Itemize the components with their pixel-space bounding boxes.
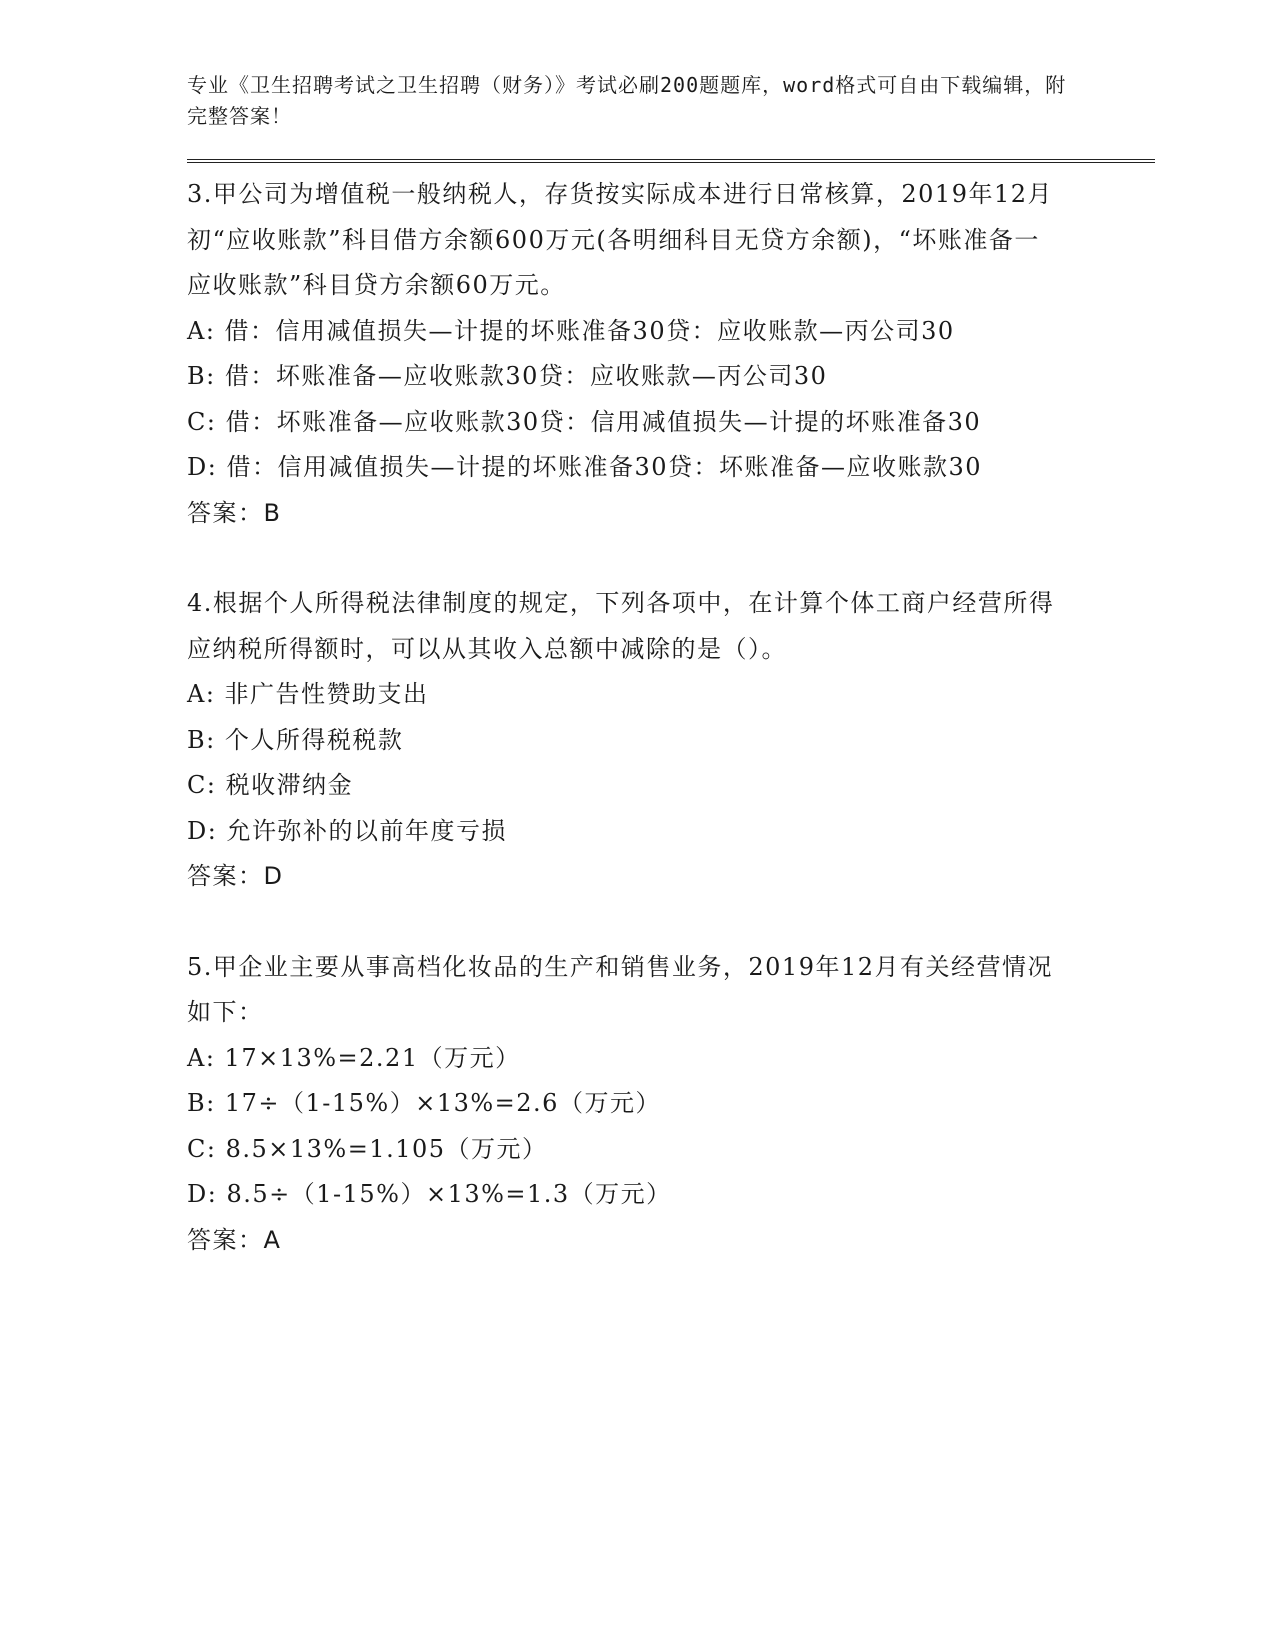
question-block-4 xyxy=(187,581,1147,900)
option-c: C: 税收滞纳金 xyxy=(187,771,354,799)
option-d: D: 借：信用减值损失—计提的坏账准备30贷：坏账准备—应收账款30 xyxy=(187,453,983,481)
option-b: B: 借：坏账准备—应收账款30贷：应收账款—丙公司30 xyxy=(187,362,828,390)
question-block-3 xyxy=(187,172,1147,536)
option-c: C: 8.5×13%=1.105（万元） xyxy=(187,1134,548,1163)
question-block-5 xyxy=(187,945,1147,1264)
question-stem: 4.根据个人所得税法律制度的规定，下列各项中，在计算个体工商户经营所得应纳税所得额时，可以从其收入总额中减除的是（）。 xyxy=(187,589,1055,663)
option-d: D: 允许弥补的以前年度亏损 xyxy=(187,816,507,845)
option-c: C: 借：坏账准备—应收账款30贷：信用减值损失—计提的坏账准备30 xyxy=(187,407,982,436)
question-stem: 5.甲企业主要从事高档化妆品的生产和销售业务，2019年12月有关经营情况如下： xyxy=(187,952,1054,1026)
answer-label: 答案：A xyxy=(187,1225,282,1254)
option-b: B: 个人所得税税款 xyxy=(187,725,404,754)
header-divider xyxy=(187,159,1155,163)
document-header: 专业《卫生招聘考试之卫生招聘（财务）》考试必刷200题题库，word格式可自由下载编辑，附完整答案！ xyxy=(187,73,1067,128)
question-stem: 3.甲公司为增值税一般纳税人，存货按实际成本进行日常核算，2019年12月初“应收账款”科目借方余额600万元(各明细科目无贷方余额)，“坏账准备一应收账款”科目贷方余额60万元。 xyxy=(187,180,1054,299)
option-d: D: 8.5÷（1-15%）×13%=1.3（万元） xyxy=(187,1180,672,1208)
answer-label: 答案：D xyxy=(187,862,284,890)
option-a: A: 17×13%=2.21（万元） xyxy=(187,1043,521,1072)
option-a: A: 借：信用减值损失—计提的坏账准备30贷：应收账款—丙公司30 xyxy=(187,316,955,345)
option-b: B: 17÷（1-15%）×13%=2.6（万元） xyxy=(187,1089,661,1117)
document-page xyxy=(187,70,1147,1263)
answer-label: 答案：B xyxy=(187,498,282,527)
option-a: A: 非广告性赞助支出 xyxy=(187,680,429,708)
